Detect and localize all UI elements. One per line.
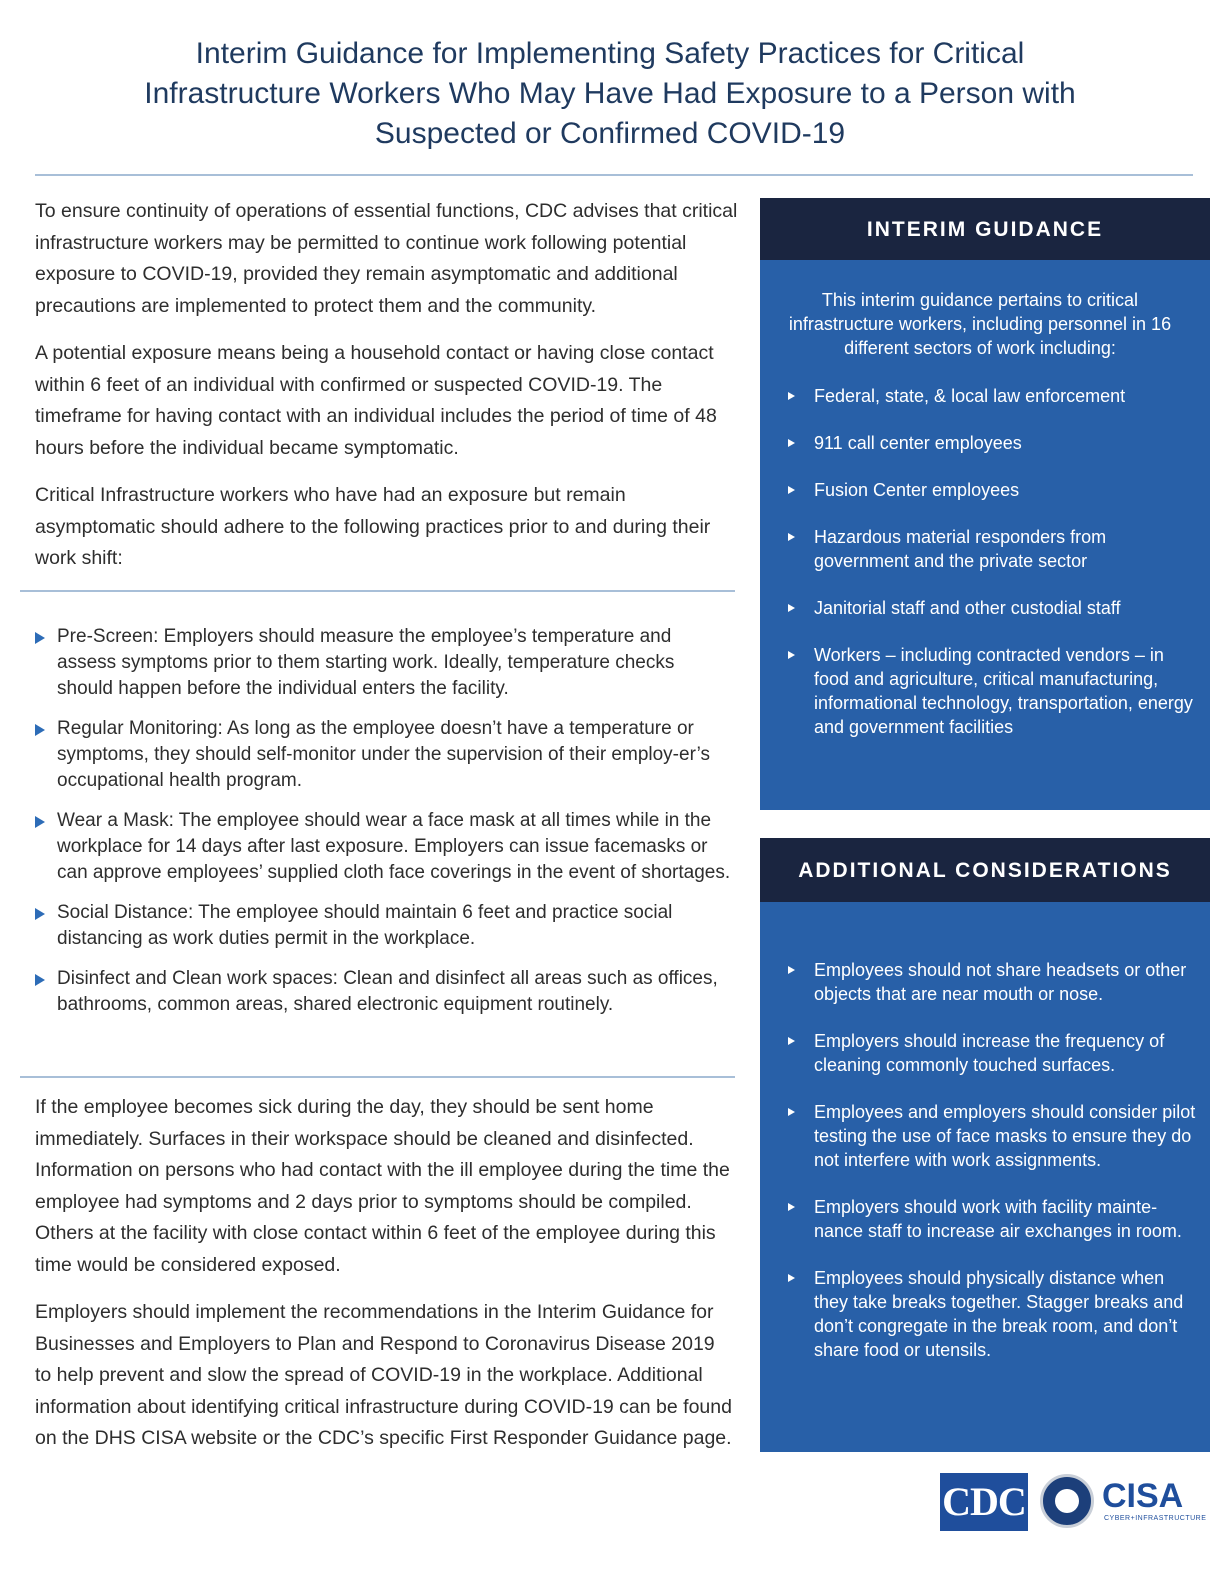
closing-paragraph-1: If the employee becomes sick during the day, they should be sent home immediately. Surfaces in their workspace should be cleaned and disinfected. Information on persons who had contact with the ill employee during the time the employee had symptoms and 2 days prior to symptoms should be compiled. Others at the facility with close contact within 6 feet of the employee during this time would be considered exposed. — [35, 1096, 730, 1276]
interim-guidance-panel — [760, 198, 1210, 810]
triangle-bullet-icon — [788, 651, 795, 659]
practice-text: Social Distance: The employee should maintain 6 feet and practice social distancing as work duties permit in the workplace. — [57, 902, 673, 949]
cdc-logo: CDC — [940, 1473, 1028, 1531]
consideration-item — [788, 1029, 1200, 1077]
footer-logos — [940, 1470, 1207, 1534]
sector-item — [788, 431, 1200, 455]
practice-text: Disinfect and Clean work spaces: Clean and disinfect all areas such as offices, bathrooms, common areas, shared electronic equipment routinely. — [57, 968, 718, 1015]
title-line-3: Suspected or Confirmed COVID-19 — [374, 117, 846, 150]
sector-item — [788, 525, 1200, 573]
consideration-item — [788, 1195, 1200, 1243]
triangle-bullet-icon — [35, 724, 45, 736]
triangle-bullet-icon — [788, 966, 795, 974]
triangle-bullet-icon — [788, 1203, 795, 1211]
interim-guidance-heading: INTERIM GUIDANCE — [760, 198, 1210, 260]
intro-paragraph-1: To ensure continuity of operations of essential functions, CDC advises that critical infrastructure workers may be permitted to continue work following potential exposure to COVID-19, provided they remain asymptomatic and additional precautions are implemented to protect them and the community. — [35, 200, 738, 317]
title-line-2: Infrastructure Workers Who May Have Had Exposure to a Person with — [144, 77, 1076, 110]
consideration-text: Employers should work with facility mainte-nance staff to increase air exchanges in room. — [814, 1197, 1182, 1241]
consideration-text: Employees should not share headsets or other objects that are near mouth or nose. — [814, 960, 1187, 1004]
triangle-bullet-icon — [788, 604, 795, 612]
consideration-text: Employees should physically distance when they take breaks together. Stagger breaks and don’t congregate in the break room, and don’t share food or utensils. — [814, 1268, 1184, 1360]
interim-guidance-intro: This interim guidance pertains to critical infrastructure workers, including personnel in 16 different sectors of work including: — [788, 290, 1172, 358]
practice-social-distance — [35, 900, 735, 952]
consideration-item — [788, 1266, 1200, 1362]
considerations-list — [760, 958, 1210, 1362]
triangle-bullet-icon — [35, 974, 45, 986]
practice-text: Pre-Screen: Employers should measure the employee’s temperature and assess symptoms prior to them starting work. Ideally, temperature checks should happen before the individual enters the facility. — [57, 626, 675, 699]
dhs-seal-icon — [1040, 1474, 1094, 1528]
sector-text: Janitorial staff and other custodial staff — [814, 598, 1121, 618]
additional-considerations-heading: ADDITIONAL CONSIDERATIONS — [760, 838, 1210, 902]
triangle-bullet-icon — [35, 908, 45, 920]
sector-item — [788, 643, 1200, 739]
sector-text: Workers – including contracted vendors – in food and agriculture, critical manufacturing, informational technology, transportation, energy and government facilities — [814, 645, 1193, 737]
triangle-bullet-icon — [788, 1274, 795, 1282]
section-divider-bottom — [20, 1076, 735, 1078]
intro-section — [35, 196, 745, 591]
title-line-1: Interim Guidance for Implementing Safety Practices for Critical — [195, 37, 1025, 70]
consideration-item — [788, 958, 1200, 1006]
title-divider — [35, 174, 1193, 176]
triangle-bullet-icon — [35, 632, 45, 644]
sector-item — [788, 478, 1200, 502]
triangle-bullet-icon — [788, 1037, 795, 1045]
triangle-bullet-icon — [788, 439, 795, 447]
consideration-text: Employees and employers should consider pilot testing the use of face masks to ensure they do not interfere with work assignments. — [814, 1102, 1196, 1170]
cisa-logo: CISA — [1102, 1477, 1184, 1515]
consideration-text: Employers should increase the frequency of cleaning commonly touched surfaces. — [814, 1031, 1165, 1075]
triangle-bullet-icon — [788, 533, 795, 541]
practice-disinfect-clean — [35, 966, 735, 1018]
intro-paragraph-3: Critical Infrastructure workers who have had an exposure but remain asymptomatic should adhere to the following practices prior to and during their work shift: — [35, 484, 711, 569]
practice-text: Regular Monitoring: As long as the employee doesn’t have a temperature or symptoms, they should self-monitor under the supervision of their employ-er’s occupational health program. — [57, 718, 710, 791]
triangle-bullet-icon — [788, 392, 795, 400]
practices-list — [35, 624, 735, 1032]
practice-pre-screen — [35, 624, 735, 702]
practice-regular-monitoring — [35, 716, 735, 794]
sector-text: Hazardous material responders from government and the private sector — [814, 527, 1107, 571]
sector-item — [788, 384, 1200, 408]
closing-paragraph-2: Employers should implement the recommendations in the Interim Guidance for Businesses and Employers to Plan and Respond to Coronavirus Disease 2019 to help prevent and slow the spread of COVID-19 in the workplace. Additional information about identifying critical infrastructure during COVID-19 can be found on the DHS CISA website or the CDC’s specific First Responder Guidance page. — [35, 1301, 732, 1449]
closing-section — [35, 1092, 735, 1471]
sector-item — [788, 596, 1200, 620]
triangle-bullet-icon — [35, 816, 45, 828]
sector-text: Fusion Center employees — [814, 480, 1020, 500]
sectors-list — [760, 384, 1210, 739]
document-title — [60, 34, 1160, 154]
sector-text: Federal, state, & local law enforcement — [814, 386, 1126, 406]
additional-considerations-panel — [760, 838, 1210, 1452]
cisa-tagline: CYBER+INFRASTRUCTURE — [1104, 1515, 1207, 1522]
seal-center — [1055, 1489, 1079, 1513]
practice-wear-mask — [35, 808, 735, 886]
section-divider-top — [20, 590, 735, 592]
sector-text: 911 call center employees — [814, 433, 1022, 453]
intro-paragraph-2: A potential exposure means being a household contact or having close contact within 6 feet of an individual with confirmed or suspected COVID-19. The timeframe for having contact with an individual includes the period of time of 48 hours before the individual became symptomatic. — [35, 342, 717, 459]
consideration-item — [788, 1100, 1200, 1172]
triangle-bullet-icon — [788, 1108, 795, 1116]
triangle-bullet-icon — [788, 486, 795, 494]
practice-text: Wear a Mask: The employee should wear a face mask at all times while in the workplace for 14 days after last exposure. Employers can issue facemasks or can approve employees’ supplied cloth face coverings in the event of shortages. — [57, 810, 731, 883]
